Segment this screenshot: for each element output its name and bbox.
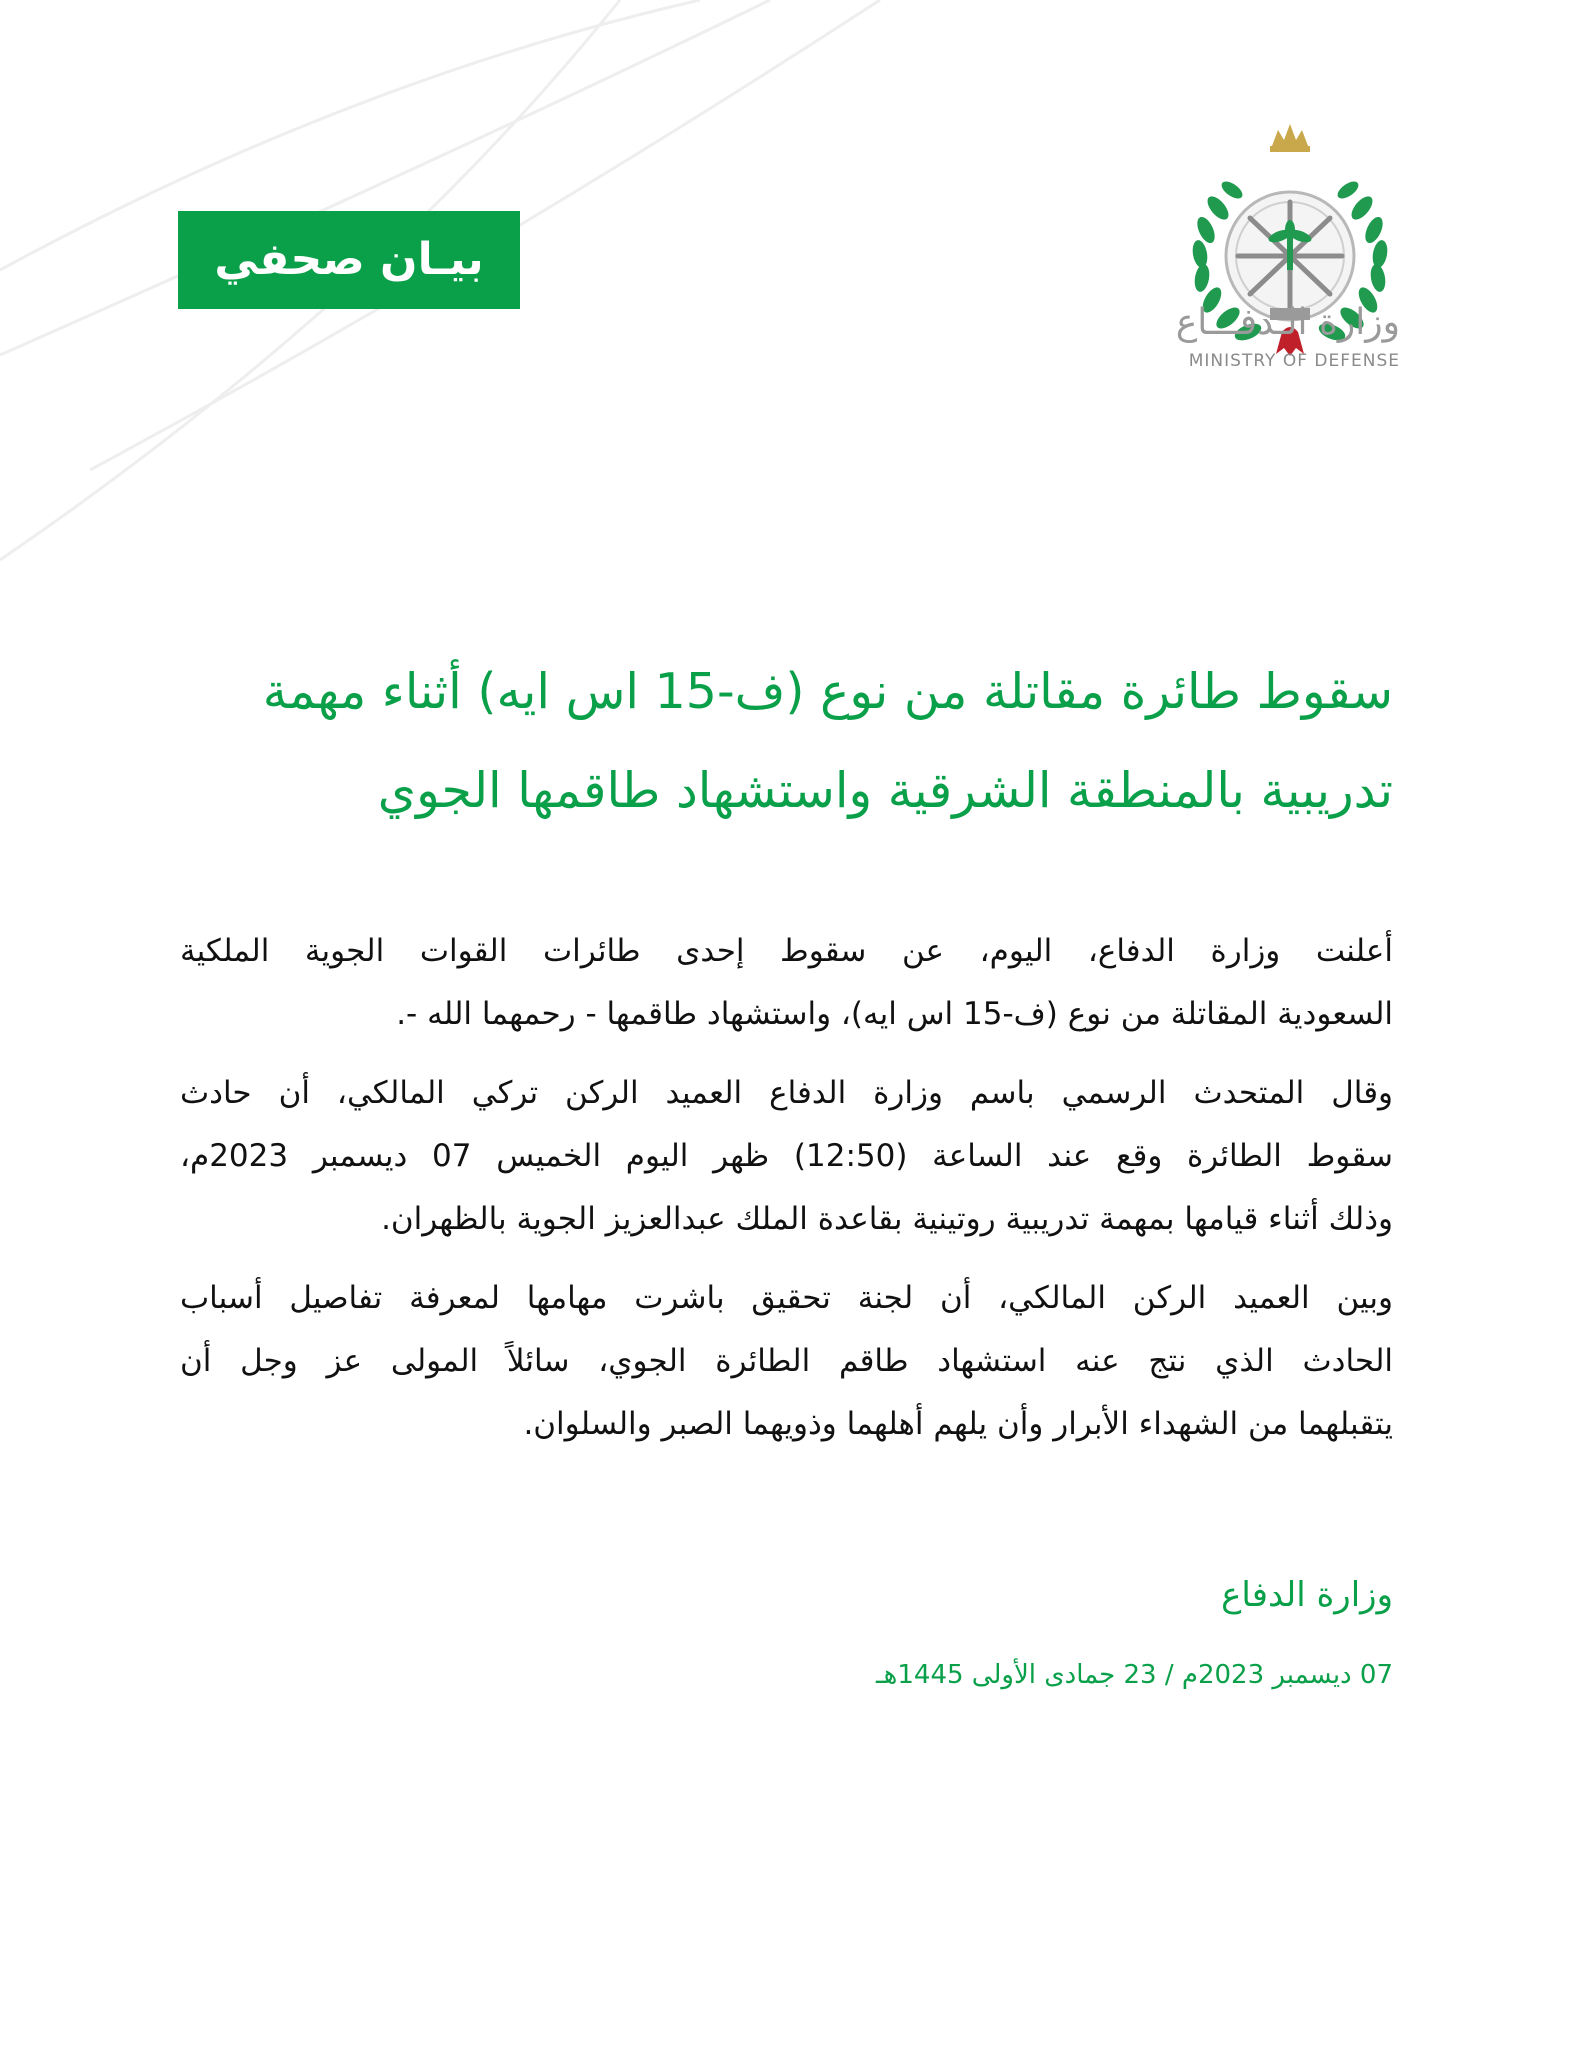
headline-line-1: سقوط طائرة مقاتلة من نوع (ف-15 اس ايه) أثناء مهمة [262, 663, 1393, 720]
paragraph-line: وقال المتحدث الرسمي باسم وزارة الدفاع العميد الركن تركي المالكي، أن حادث [180, 1075, 1393, 1111]
ministry-name-english: MINISTRY OF DEFENSE [1188, 351, 1400, 371]
paragraph-line: سقوط الطائرة وقع عند الساعة (12:50) ظهر اليوم الخميس 07 ديسمبر 2023م، [180, 1138, 1393, 1174]
headline-line-2: تدريبية بالمنطقة الشرقية واستشهاد طاقمها الجوي [377, 762, 1393, 819]
ministry-name-arabic: وزارة الـدفـــاع [1175, 302, 1400, 343]
paragraph-line: وذلك أثناء قيامها بمهمة تدريبية روتينية بقاعدة الملك عبدالعزيز الجوية بالظهران. [381, 1201, 1393, 1237]
crown-icon [1270, 124, 1310, 152]
release-date: 07 ديسمبر 2023م / 23 جمادى الأولى 1445هـ [876, 1660, 1393, 1690]
signature: وزارة الدفاع [1221, 1575, 1393, 1615]
paragraph-3 [180, 1267, 1393, 1456]
press-release-badge [178, 211, 520, 309]
paragraph-line: الحادث الذي نتج عنه استشهاد طاقم الطائرة الجوي، سائلاً المولى عز وجل أن [180, 1343, 1393, 1379]
paragraph-line: السعودية المقاتلة من نوع (ف-15 اس ايه)، واستشهاد طاقمها - رحمهما الله -. [396, 996, 1393, 1032]
paragraph-2 [180, 1062, 1393, 1251]
paragraph-line: يتقبلهما من الشهداء الأبرار وأن يلهم أهلهما وذويهما الصبر والسلوان. [523, 1406, 1393, 1442]
paragraph-line: أعلنت وزارة الدفاع، اليوم، عن سقوط إحدى طائرات القوات الجوية الملكية [180, 933, 1393, 969]
paragraph-1 [180, 920, 1393, 1046]
press-release-body [180, 920, 1393, 1472]
paragraph-line: وبين العميد الركن المالكي، أن لجنة تحقيق باشرت مهامها لمعرفة تفاصيل أسباب [180, 1280, 1393, 1316]
badge-label: بيـان صحفي [214, 234, 484, 285]
page-title [180, 642, 1393, 840]
